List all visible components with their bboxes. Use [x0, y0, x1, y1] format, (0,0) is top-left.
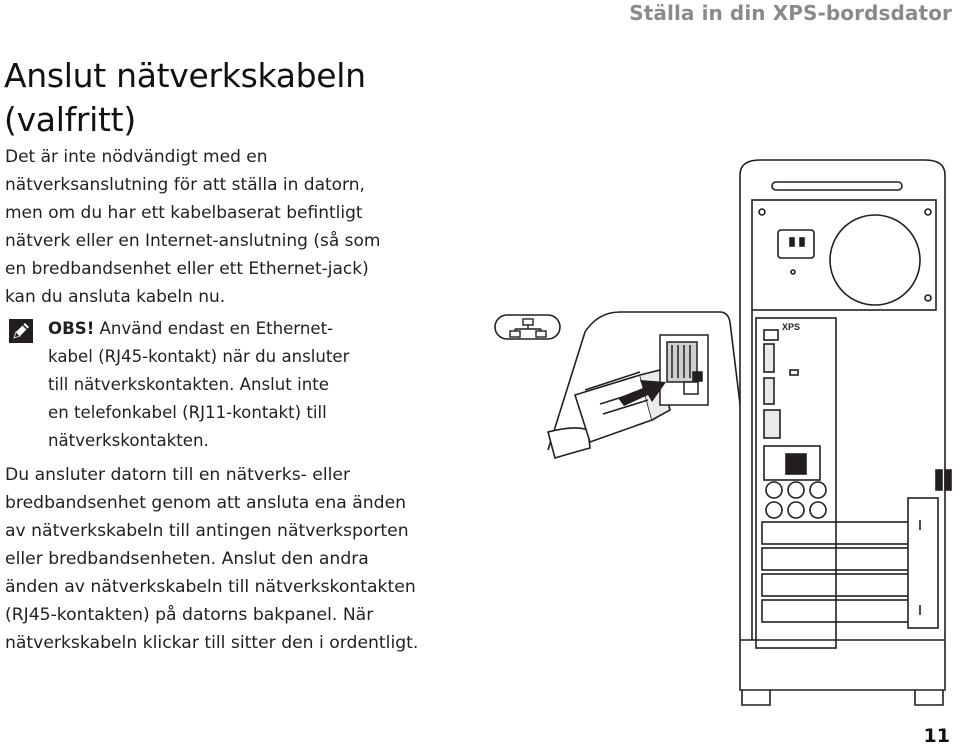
xps-brand-label: XPS	[782, 322, 801, 332]
instructions-line: eller bredbandsenheten. Anslut den andra	[5, 549, 369, 569]
instructions-line: (RJ45-kontakten) på datorns bakpanel. När	[5, 605, 374, 625]
page-title-line-1: Anslut nätverkskabeln	[4, 56, 366, 95]
network-port-icon	[495, 315, 560, 339]
instructions-line: nätverkskabeln klickar till sitter den i ordentligt.	[5, 633, 419, 653]
instructions-line: Du ansluter datorn till en nätverks- eller	[5, 465, 351, 485]
note-line: till nätverkskontakten. Anslut inte	[48, 375, 329, 394]
instructions-line: av nätverkskabeln till antingen nätverksporten	[5, 521, 409, 541]
instructions-line: bredbandsenhet genom att ansluta ena änden	[5, 493, 407, 513]
note-line: nätverkskontakten.	[48, 431, 209, 450]
computer-chassis	[740, 160, 951, 705]
note-line: en telefonkabel (RJ11-kontakt) till	[48, 403, 327, 422]
intro-line: men om du har ett kabelbaserat befintligt	[5, 203, 363, 223]
section-header: Ställa in din XPS-bordsdator	[629, 1, 952, 25]
page-title-line-2: (valfritt)	[4, 100, 136, 139]
zoomed-network-port	[660, 335, 708, 405]
note-label: OBS!	[48, 319, 95, 338]
intro-line: nätverk eller en Internet-anslutning (så som	[5, 231, 381, 251]
note-line-1-text: Använd endast en Ethernet-	[94, 319, 334, 338]
note-line: kabel (RJ45-kontakt) när du ansluter	[48, 347, 350, 366]
page-number: 11	[923, 725, 950, 747]
intro-line: Det är inte nödvändigt med en	[5, 147, 268, 167]
intro-line: kan du ansluta kabeln nu.	[5, 287, 226, 307]
intro-line: en bredbandsenhet eller ett Ethernet-jack)	[5, 259, 369, 279]
intro-line: nätverksanslutning för att ställa in datorn,	[5, 175, 365, 195]
instructions-line: änden av nätverkskabeln till nätverkskontakten	[5, 577, 416, 597]
